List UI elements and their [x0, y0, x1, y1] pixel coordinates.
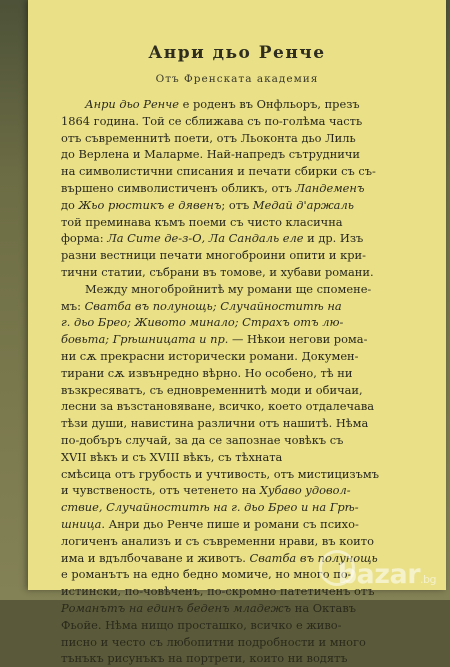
text-run: смѣсица отъ грубость и учтивость, отъ мистицизъмъ [61, 466, 379, 481]
text-line [61, 331, 431, 348]
text-line [61, 180, 431, 197]
page-title: Анри дьо Ренче [148, 43, 326, 63]
text-run: форма: [61, 231, 108, 246]
text-line [61, 533, 431, 550]
text-run: тични статии, събрани въ томове, и хубави романи. [61, 264, 374, 279]
text-run: тѣзи души, навистина различни отъ нашитѣ. Нѣма [61, 416, 369, 431]
italic-text: Анри дьо Ренче [85, 97, 180, 111]
text-line [61, 415, 431, 432]
text-line [61, 247, 431, 264]
text-line [61, 432, 431, 449]
text-line [61, 398, 431, 415]
watermark-text: bazar [337, 559, 421, 590]
italic-text: бовьта; Грѣшницата и пр. [61, 332, 229, 347]
italic-text: Сватба въ полунощь [249, 550, 378, 565]
italic-text: Романътъ на единъ беденъ младежъ [61, 600, 292, 615]
text-line [61, 264, 431, 281]
book-page [28, 0, 446, 666]
text-run: XVII вѣкъ и съ XVIII вѣкъ, съ тѣхната [61, 449, 283, 464]
text-run: мъ: [61, 298, 85, 313]
text-line [61, 365, 431, 382]
text-run: до Верлена и Маларме. Най-напредъ сътрудничи [61, 147, 360, 162]
text-line [61, 130, 431, 147]
text-line [61, 600, 431, 617]
italic-text: Сватба въ полунощь; Случайноститѣ на [84, 298, 342, 313]
text-line [61, 230, 431, 247]
text-run: вършено символистиченъ обликъ, отъ [61, 180, 296, 195]
text-run: до [61, 197, 79, 212]
text-line [61, 314, 431, 331]
italic-text: г. дьо Брео; Живото минало; Страхъ отъ лю- [61, 315, 344, 330]
text-run: лесни за възстановяване, всичко, което отдалечава [61, 399, 375, 414]
italic-text: Ландеменъ [295, 180, 365, 195]
text-line [61, 466, 431, 483]
text-run: истински, по-човѣченъ, по-скромно патетиченъ отъ [61, 584, 375, 599]
text-run: логиченъ анализъ и съ съвременни нрави, въ които [61, 533, 374, 548]
text-line [61, 298, 431, 315]
text-run: и др. Изъ [303, 231, 364, 246]
text-line [61, 449, 431, 466]
page-subtitle: Отъ Френската академия [155, 73, 319, 85]
text-run: има и вдълбочаване и животъ. [61, 550, 250, 565]
watermark [338, 559, 436, 590]
text-run: тънъкъ рисунъкъ на портрети, които ни водятъ [61, 651, 348, 666]
text-run: по-добъръ случай, за да се запознае човѣкъ съ [61, 432, 344, 447]
text-run: на Октавъ [291, 600, 356, 615]
text-run: и чувственость, отъ четенето на [61, 483, 260, 498]
text-line [61, 617, 431, 634]
text-line [61, 499, 431, 516]
text-run: — Нѣкои негови рома- [228, 332, 368, 347]
text-run: възкресяватъ, съ едновременнитѣ моди и обичаи, [61, 382, 363, 397]
text-line [61, 634, 431, 651]
text-run: ; отъ [221, 197, 253, 212]
text-line [61, 650, 431, 667]
italic-text: Жьо рюстикъ е дявенъ [78, 197, 222, 212]
text-line [61, 197, 431, 214]
text-line [61, 146, 431, 163]
text-run: . Анри дьо Ренче пише и романи съ психо- [101, 516, 359, 531]
text-line [61, 382, 431, 399]
text-run: е романътъ на едно бедно момиче, но много по- [61, 567, 352, 582]
italic-text: ствие, Случайноститѣ на г. дьо Брео и на Грѣ- [61, 500, 359, 515]
text-run: 1864 година. Той се сближава съ по-голѣма часть [61, 113, 363, 128]
italic-text: шница [61, 516, 102, 531]
italic-text: Хубаво удовол- [259, 483, 351, 498]
text-line [61, 348, 431, 365]
text-run: писно и често съ любопитни подробности и много [61, 634, 366, 649]
watermark-suffix: .bg [420, 573, 436, 586]
text-line [61, 163, 431, 180]
text-line [61, 96, 431, 113]
text-line [61, 516, 431, 533]
text-line [61, 113, 431, 130]
italic-text: Ла Сите де-з-О, Ла Сандаль еле [107, 231, 304, 246]
text-run: е роденъ въ Онфльоръ, презъ [179, 97, 360, 111]
text-run: Фьойе. Нѣма нищо просташко, всичко е живо- [61, 617, 342, 632]
text-run: ни сѫ прекрасни исторически романи. Докумен- [61, 348, 359, 363]
text-run: Между многобройнитѣ му романи ще спомене- [85, 281, 372, 296]
italic-text: Медай д'аржаль [252, 197, 354, 212]
text-line [61, 214, 431, 231]
text-run: на символистични списания и печати сбирки съ съ- [61, 164, 376, 179]
text-run: той преминава къмъ поеми съ чисто класична [61, 214, 343, 229]
text-line [61, 281, 431, 298]
text-line [61, 482, 431, 499]
text-run: тирани сѫ извънредно вѣрно. Но особено, тѣ ни [61, 365, 353, 380]
text-run: отъ съвременнитѣ поети, отъ Льоконта дьо Лиль [61, 130, 356, 145]
text-run: разни вестници печати многоброини опити и кри- [61, 248, 366, 263]
